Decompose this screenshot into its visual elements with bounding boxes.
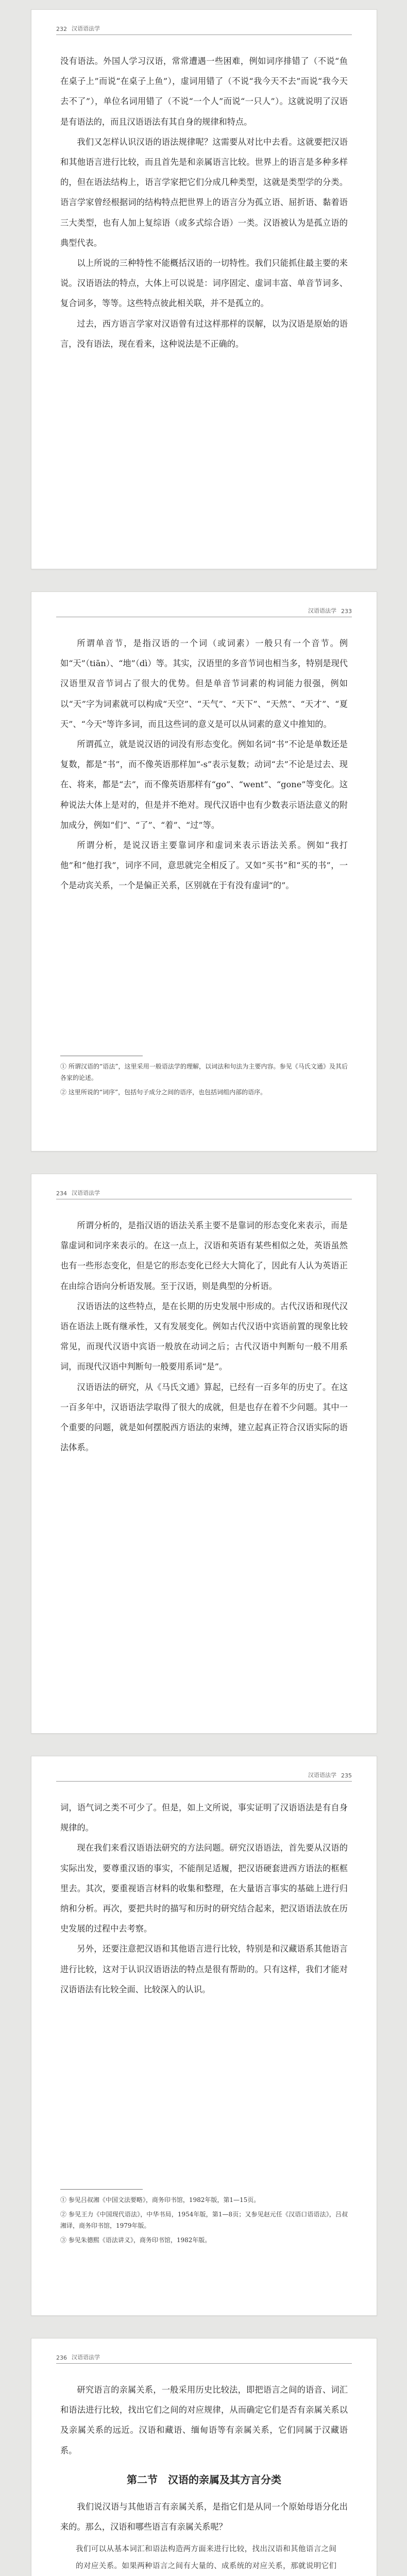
footnote: ② 这里所说的“词序”，包括句子成分之间的语序，也包括词组内部的语序。 <box>60 1089 267 1096</box>
paragraph: 以上所说的三种特性不能概括汉语的一切特性。我们只能抓住最主要的来说。汉语语法的特点，大体上可以说是：词序固定、虚词丰富、单音节词多、复合词多，等等。这些特点彼此相关联，并不是孤立的。 <box>60 258 348 309</box>
paragraph: 所谓分析的，是指汉语的语法关系主要不是靠词的形态变化来表示，而是靠虚词和词序来表示的。在这一点上，汉语和英语有某些相似之处，英语虽然也有一些形态变化，但是它的形态变化已经大大简化了，因此有人认为英语正在由综合语向分析语发展。至于汉语，则是典型的分析语。 <box>60 1221 348 1291</box>
paragraph: 词，语气词之类不可少了。但是，如上文所说，事实证明了汉语语法是有自身规律的。 <box>60 1803 348 1833</box>
book-page-235 <box>31 1756 377 2316</box>
running-header <box>56 606 352 617</box>
paragraph: 另外，还要注意把汉语和其他语言进行比较，特别是和汉藏语系其他语言进行比较，这对于认识汉语语法的特点是很有帮助的。只有这样，我们才能对汉语语法有比较全面、比较深入的认识。 <box>60 1944 348 1994</box>
paragraph: 研究语言的亲属关系，一般采用历史比较法，即把语言之间的语音、词汇和语法进行比较，找出它们之间的对应规律，从而确定它们是否有亲属关系以及亲属关系的远近。汉语和藏语、缅甸语等有亲属关系，它们同属于汉藏语系。 <box>60 2385 348 2455</box>
footnote-divider <box>60 2189 143 2190</box>
book-title: 汉语语法学 <box>72 2354 100 2361</box>
footnotes <box>60 1061 348 1101</box>
paragraph: 我们说汉语与其他语言有亲属关系，是指它们是从同一个原始母语分化出来的。那么，汉语和哪些语言有亲属关系呢？ <box>60 2501 348 2532</box>
page-body <box>60 2380 348 2576</box>
running-header <box>56 24 352 35</box>
paragraph: 我们又怎样认识汉语的语法规律呢？这需要从对比中去看。这就要把汉语和其他语言进行比较，而且首先是和亲属语言比较。世界上的语言是多种多样的，但在语法结构上，语言学家把它们分成几种类型，这就是类型学的分类。语言学家曾经根据词的结构特点把世界上的语言分为孤立语、屈折语、黏着语三大类型，也有人加上复综语（或多式综合语）一类。汉语被认为是孤立语的典型代表。 <box>60 137 348 248</box>
book-page-233 <box>31 591 377 1151</box>
book-page-232 <box>31 9 377 569</box>
page-number: 234 <box>56 1190 67 1197</box>
page-body <box>60 633 348 896</box>
paragraph: 所谓单音节，是指汉语的一个词（或词素）一般只有一个音节。例如“天”（tiān）、“地”（dì）等。其实，汉语里的多音节词也相当多，特别是现代汉语里双音节词占了很大的优势。但是单音节词素的构词能力很强，例如以“天”字为词素就可以构成“天空”、“天气”、“天下”、“天然”、“天才”、“夏天”、“今天”等许多词，而且这些词的意义是可以从词素的意义中推知的。 <box>60 638 348 729</box>
page-number: 232 <box>56 26 67 32</box>
running-header <box>56 1771 352 1782</box>
section-title: 第二节 汉语的亲属及其方言分类 <box>127 2473 281 2486</box>
paragraph: 所谓分析，是说汉语主要靠词序和虚词来表示语法关系。例如“我打他”和“他打我”，词序不同，意思就完全相反了。又如“买书”和“买的书”，一个是动宾关系，一个是偏正关系，区别就在于有没有虚词“的”。 <box>60 840 348 891</box>
footnotes <box>60 2194 348 2249</box>
footnote: ① 所谓汉语的“语法”，这里采用一般语法学的理解，以词法和句法为主要内容。参见《马氏文通》及其后各家的论述。 <box>60 1063 348 1081</box>
footnote: ① 参见吕叔湘《中国文法要略》，商务印书馆，1982年版，第1—15页。 <box>60 2196 260 2204</box>
page-number: 235 <box>341 1772 352 1779</box>
running-header <box>56 1189 352 1199</box>
page-body <box>60 1798 348 1999</box>
book-title: 汉语语法学 <box>308 1772 336 1778</box>
page-number: 233 <box>341 608 352 615</box>
book-title: 汉语语法学 <box>308 607 336 614</box>
page-body <box>60 51 348 354</box>
page-body <box>60 1215 348 1458</box>
paragraph: 汉语语法的研究，从《马氏文通》算起，已经有一百多年的历史了。在这一百多年中，汉语语法学取得了很大的成就，但是也存在着不少问题。其中一个重要的问题，就是如何摆脱西方语法的束缚，建立起真正符合汉语实际的语法体系。 <box>60 1382 348 1453</box>
running-header <box>56 2353 352 2364</box>
footnote: ③ 参见朱德熙《语法讲义》，商务印书馆，1982年版。 <box>60 2236 211 2244</box>
book-page-236 <box>31 2338 377 2576</box>
paragraph: 汉语语法的这些特点，是在长期的历史发展中形成的。古代汉语和现代汉语在语法上既有继承性，又有发展变化。例如古代汉语中宾语前置的现象比较常见，而现代汉语中宾语一般放在动词之后；古代汉语中判断句一般不用系词，而现代汉语中判断句一般要用系词“是”。 <box>60 1301 348 1372</box>
book-title: 汉语语法学 <box>72 1190 100 1196</box>
block-quote: 我们可以从基本词汇和语法构造两方面来进行比较，找出汉语和其他语言之间的对应关系。如果两种语言之间有大量的、成系统的对应关系，那就说明它们 <box>76 2545 336 2571</box>
book-title: 汉语语法学 <box>72 25 100 32</box>
footnote: ② 参见王力《中国现代语法》，中华书局，1954年版，第1—8页；又参见赵元任《汉语口语语法》，吕叔湘译，商务印书馆，1979年版。 <box>60 2211 348 2229</box>
page-number: 236 <box>56 2354 67 2361</box>
paragraph: 没有语法。外国人学习汉语，常常遭遇一些困难，例如词序排错了（不说“鱼在桌子上”而说“在桌子上鱼”），虚词用错了（不说“我今天不去”而说“我今天去不了”），单位名词用错了（不说“一个人”而说“一只人”）。这就说明了汉语是有语法的，而且汉语语法有其自身的规律和特点。 <box>60 56 348 127</box>
paragraph: 现在我们来看汉语语法研究的方法问题。研究汉语语法，首先要从汉语的实际出发，要尊重汉语的事实，不能削足适履，把汉语硬套进西方语法的框框里去。其次，要重视语言材料的收集和整理，在大量语言事实的基础上进行归纳和分析。再次，要把共时的描写和历时的研究结合起来，把汉语语法放在历史发展的过程中去考察。 <box>60 1843 348 1934</box>
book-page-234 <box>31 1174 377 1734</box>
paragraph: 过去，西方语言学家对汉语曾有过这样那样的误解，以为汉语是原始的语言，没有语法，现在看来，这种说法是不正确的。 <box>60 318 348 349</box>
paragraph: 所谓孤立，就是说汉语的词没有形态变化。例如名词“书”不论是单数还是复数，都是“书”，而不像英语那样加“-s”表示复数；动词“去”不论是过去、现在、将来，都是“去”，而不像英语那样有“go”、“went”、“gone”等变化。这种说法大体上是对的，但是并不绝对。现代汉语中也有少数表示语法意义的附加成分，例如“们”、“了”、“着”、“过”等。 <box>60 739 348 830</box>
